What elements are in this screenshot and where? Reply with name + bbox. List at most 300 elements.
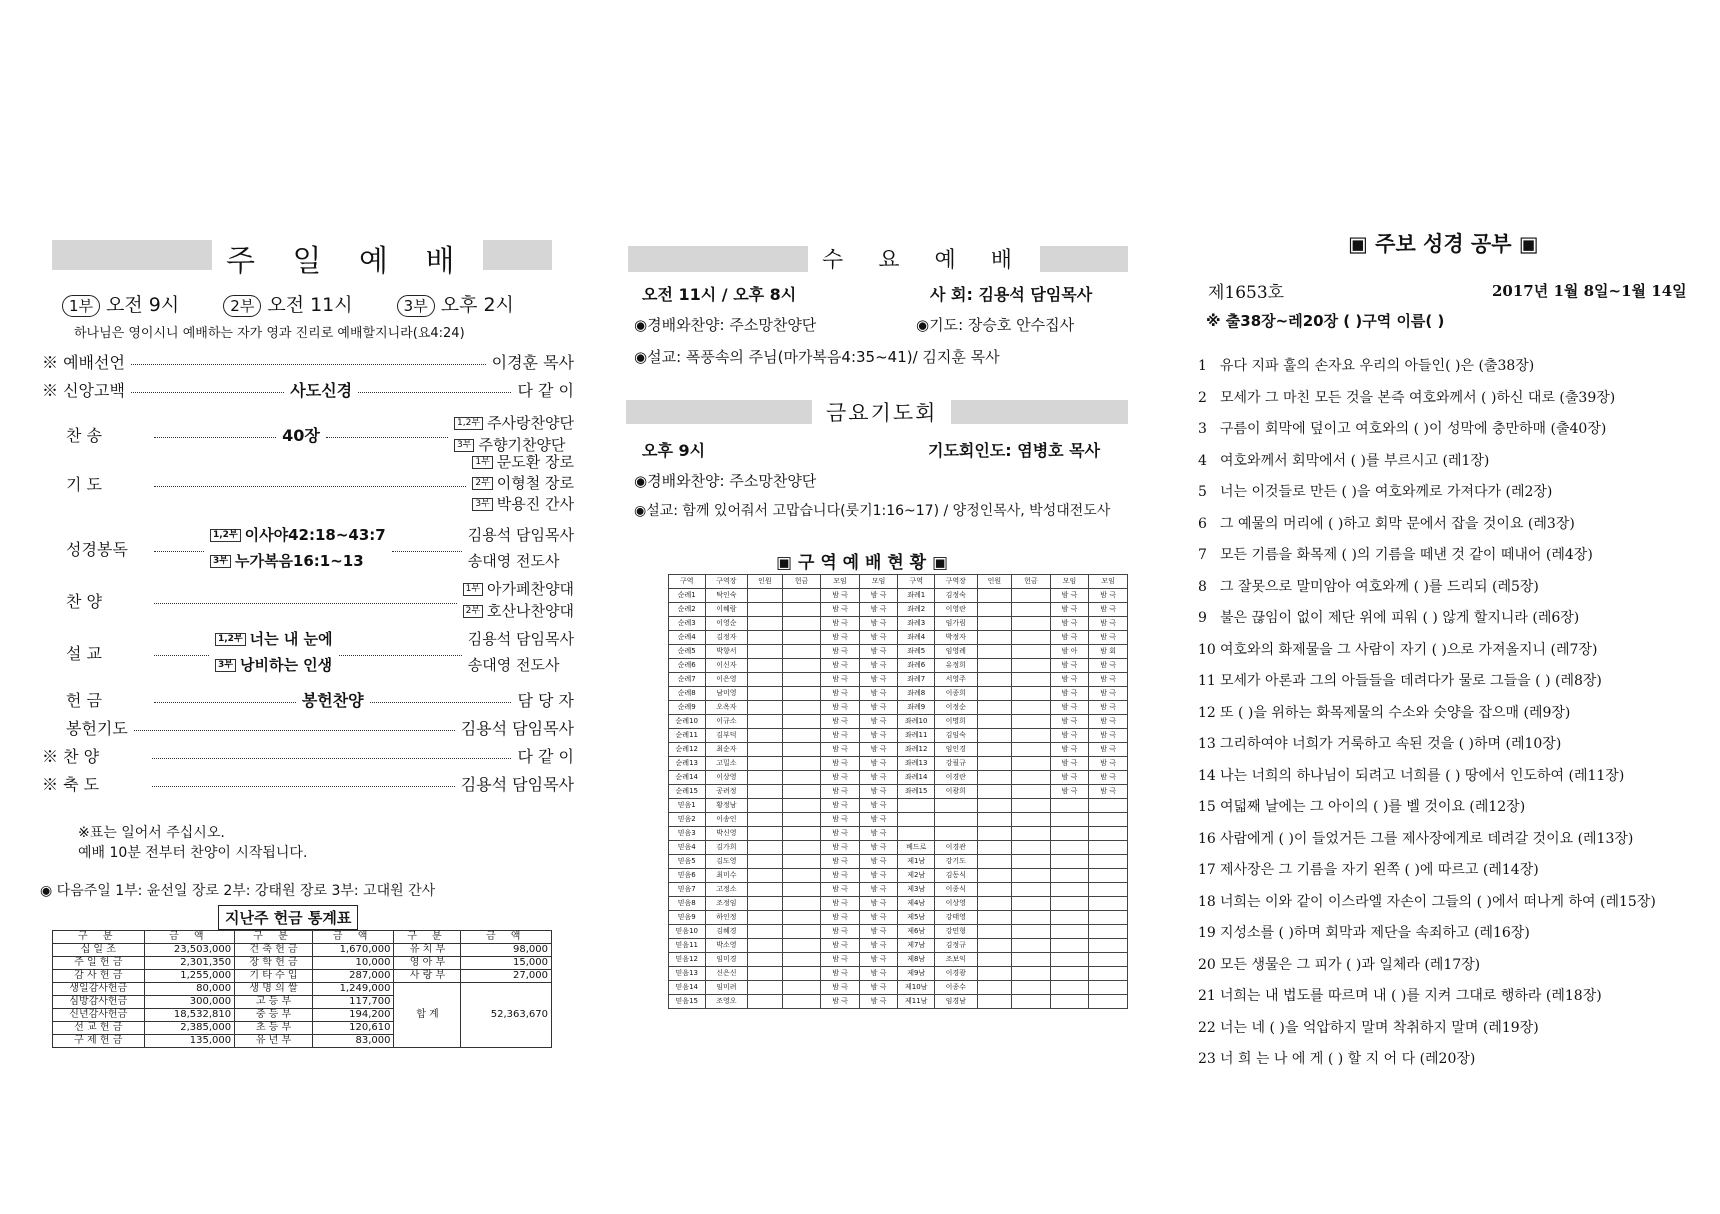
wednesday-title-bar [628,246,1128,272]
district-cell: 밤 극 [821,771,860,785]
offering-category: 유 년 부 [235,1035,313,1048]
district-cell: 좌례7 [898,673,935,687]
district-cell: 밤 극 [859,827,898,841]
district-cell: 밤 극 [821,995,860,1009]
district-cell [1050,939,1089,953]
district-cell [977,967,1012,981]
district-cell [977,799,1012,813]
district-cell: 밤 극 [821,673,860,687]
district-cell: 믿음7 [669,883,706,897]
district-cell [1089,981,1128,995]
order-anthem: 찬 양 1부 아가페찬양대 2부 호산나찬양대 [66,580,574,620]
offering-category: 생일감사헌금 [53,983,145,996]
district-cell: 이송인 [705,813,748,827]
district-cell [1012,617,1051,631]
question-text: 여호와께서 회막에서 ( )를 부르시고 (레1장) [1220,452,1490,469]
offering-category: 신년감사헌금 [53,1009,145,1022]
district-cell [748,967,783,981]
offering-category: 영 아 부 [394,957,461,970]
question-text: 그리하여야 너희가 거룩하고 속된 것을 ( )하며 (레10장) [1220,736,1562,752]
question-number: 23 [1198,1051,1216,1067]
district-cell [748,925,783,939]
district-cell: 밤 극 [1050,729,1089,743]
district-cell [1050,897,1089,911]
district-cell [748,953,783,967]
district-cell: 밤 극 [1089,659,1128,673]
district-cell: 밤 극 [859,589,898,603]
district-cell: 밤 극 [1050,631,1089,645]
question-number: 19 [1198,925,1216,941]
district-cell: 믿음4 [669,841,706,855]
district-cell: 순례15 [669,785,706,799]
district-row [669,659,1128,673]
district-cell: 제9남 [898,967,935,981]
question-number: 9 [1198,610,1207,626]
district-cell [748,785,783,799]
question-number: 4 [1198,452,1207,469]
district-cell: 밤 극 [821,743,860,757]
district-cell [977,631,1012,645]
offering-category: 사 랑 부 [394,970,461,983]
district-cell: 제7남 [898,939,935,953]
offering-amount: 300,000 [144,996,235,1009]
district-cell [782,939,821,953]
study-question [1198,1017,1539,1037]
district-cell: 밤 극 [1089,603,1128,617]
study-question [1198,828,1633,848]
district-cell: 믿음3 [669,827,706,841]
district-cell [748,855,783,869]
district-cell: 밤 극 [821,799,860,813]
question-number: 5 [1198,484,1207,500]
question-number: 14 [1198,767,1216,784]
district-cell [782,995,821,1009]
district-cell [782,757,821,771]
district-cell: 밤 극 [1050,771,1089,785]
district-cell [977,589,1012,603]
district-cell: 좌례9 [898,701,935,715]
district-cell: 강기도 [934,855,977,869]
order-scripture: 성경봉독 1,2부 이사야42:18~43:7 3부 누가복음16:1~13 김용석 담임목사 송대영 전도사 [66,522,574,574]
service-3: 3부 오후 2시 [397,294,514,316]
district-cell: 밤 극 [821,953,860,967]
district-cell [977,617,1012,631]
district-cell: 김임숙 [934,729,977,743]
district-cell [1050,799,1089,813]
district-cell [1089,911,1128,925]
district-cell [782,771,821,785]
district-cell [1050,981,1089,995]
district-cell: 이규소 [705,715,748,729]
district-row [669,645,1128,659]
district-cell [1012,953,1051,967]
district-cell: 탁인숙 [705,589,748,603]
district-cell [1012,897,1051,911]
district-cell [934,827,977,841]
district-header-cell: 구역 [898,575,935,589]
district-cell: 밤 극 [859,603,898,617]
district-cell: 고정소 [705,883,748,897]
district-cell: 좌례10 [898,715,935,729]
question-text: 너는 네 ( )을 억압하지 말며 착취하지 말며 (레19장) [1220,1019,1539,1036]
district-cell [977,897,1012,911]
district-cell [1012,687,1051,701]
district-cell [748,673,783,687]
district-cell [748,687,783,701]
district-cell [1050,953,1089,967]
district-cell: 밤 극 [859,687,898,701]
district-cell [1089,855,1128,869]
district-cell: 좌례14 [898,771,935,785]
district-table-body [669,589,1128,1009]
offering-total: 52,363,670 [461,983,552,1048]
study-dates: 2017년 1월 8일~1월 14일 [1492,282,1687,300]
district-cell: 믿음1 [669,799,706,813]
district-cell [1012,645,1051,659]
offering-row [53,957,552,970]
district-cell: 제5남 [898,911,935,925]
district-cell [748,589,783,603]
district-cell [1050,869,1089,883]
district-cell [934,813,977,827]
question-number: 18 [1198,893,1216,910]
district-cell [1089,953,1128,967]
question-text: 불은 끊임이 없이 제단 위에 피워 ( ) 않게 할지니라 (레6장) [1220,610,1580,626]
district-cell: 밤 극 [1089,757,1128,771]
offering-row [53,944,552,957]
district-cell [977,981,1012,995]
district-cell: 밤 극 [821,701,860,715]
district-cell: 밤 극 [859,813,898,827]
district-cell: 임영례 [934,645,977,659]
district-cell: 이상영 [705,771,748,785]
offering-amount: 80,000 [144,983,235,996]
district-cell [1050,883,1089,897]
district-cell: 밤 극 [859,701,898,715]
district-cell [1089,897,1128,911]
district-cell: 밤 극 [859,939,898,953]
district-title: ▣ 구 역 예 배 현 황 ▣ [776,553,949,573]
district-cell: 순례7 [669,673,706,687]
friday-title-bar [626,400,1128,424]
district-cell: 제11남 [898,995,935,1009]
wednesday-host: 사 회: 김용석 담임목사 [930,285,1093,304]
sunday-title-bar [52,240,552,279]
order-offer-prayer: 봉헌기도 김용석 담임목사 [66,719,574,738]
district-cell [1012,869,1051,883]
district-cell [782,617,821,631]
district-cell [1050,967,1089,981]
district-cell: 오옥자 [705,701,748,715]
district-cell: 순례4 [669,631,706,645]
service-2: 2부 오전 11시 [223,294,352,316]
district-row [669,995,1128,1009]
district-cell: 좌례11 [898,729,935,743]
district-cell [1050,813,1089,827]
district-cell: 순례14 [669,771,706,785]
question-number: 7 [1198,547,1207,563]
district-cell: 좌례13 [898,757,935,771]
district-cell [782,785,821,799]
question-text: 여호와의 화제물을 그 사람이 자기 ( )으로 가져올지니 (레7장) [1220,641,1598,658]
district-cell [977,673,1012,687]
district-cell [748,827,783,841]
district-cell: 밤 극 [859,981,898,995]
district-cell [1089,967,1128,981]
district-cell [898,813,935,827]
offering-amount: 2,385,000 [144,1022,235,1035]
service-times [62,290,514,317]
district-cell [782,701,821,715]
district-cell [748,883,783,897]
stand-note: ※표는 일어서 주십시오. [78,825,225,841]
district-cell: 순례12 [669,743,706,757]
district-cell: 이광희 [934,785,977,799]
district-cell [934,799,977,813]
district-cell: 밤 극 [821,687,860,701]
district-row [669,589,1128,603]
district-cell [977,785,1012,799]
district-cell [748,757,783,771]
district-cell [748,995,783,1009]
district-cell: 밤 극 [1050,757,1089,771]
district-cell [1012,589,1051,603]
question-text: 유다 지파 훌의 손자요 우리의 아들인( )은 (출38장) [1220,358,1535,374]
district-cell: 순례5 [669,645,706,659]
district-cell [977,939,1012,953]
district-cell: 임경남 [934,995,977,1009]
offering-total-label: 합 계 [394,983,461,1048]
order-praise: ※ 찬 양 다 같 이 [42,747,574,766]
district-cell: 이경관 [934,841,977,855]
offering-amount: 1,249,000 [312,983,394,996]
district-cell: 밤 극 [859,729,898,743]
district-cell: 밤 극 [1089,743,1128,757]
district-cell [1012,785,1051,799]
district-cell: 밤 극 [1050,743,1089,757]
study-question [1198,387,1615,407]
district-cell: 순례13 [669,757,706,771]
district-cell: 믿음5 [669,855,706,869]
district-cell [1089,995,1128,1009]
district-cell [1012,701,1051,715]
district-cell [1012,757,1051,771]
question-text: 너 희 는 나 에 게 ( ) 할 지 어 다 (레20장) [1220,1051,1476,1067]
district-cell: 제3남 [898,883,935,897]
district-cell [782,869,821,883]
district-cell [1089,939,1128,953]
district-row [669,687,1128,701]
district-cell: 제2남 [898,869,935,883]
order-prayer: 기 도 1부 문도환 장로 2부 이형철 장로 3부 박용진 간사 [66,453,574,513]
district-cell: 공려정 [705,785,748,799]
offering-amount: 1,255,000 [144,970,235,983]
question-text: 그 예물의 머리에 ( )하고 회막 문에서 잡을 것이요 (레3장) [1220,515,1575,532]
district-header-cell: 구역 [669,575,706,589]
sermon-titles: 1,2부 너는 내 눈에 3부 낭비하는 인생 [215,626,333,678]
district-cell: 밤 극 [1089,617,1128,631]
district-header-cell: 모임 [1089,575,1128,589]
district-row [669,911,1128,925]
offering-category: 초 등 부 [235,1022,313,1035]
question-number: 21 [1198,988,1216,1004]
district-cell: 순례8 [669,687,706,701]
district-cell: 밤 극 [821,617,860,631]
district-cell: 밤 극 [859,911,898,925]
district-cell [977,925,1012,939]
district-cell: 믿음15 [669,995,706,1009]
district-header-cell: 헌금 [782,575,821,589]
district-cell: 밤 극 [821,645,860,659]
question-number: 11 [1198,673,1216,689]
offering-amount: 27,000 [461,970,552,983]
district-cell: 좌례4 [898,631,935,645]
study-question [1198,450,1489,470]
offering-category: 감 사 헌 금 [53,970,145,983]
district-cell: 밤 극 [859,995,898,1009]
district-cell [1012,715,1051,729]
study-question [1198,796,1525,816]
district-cell [748,869,783,883]
friday-sermon: ◉설교: 함께 있어줘서 고맙습니다(룻기1:16~17) / 양정인목사, 박성대전도사 [634,503,1111,519]
district-cell: 밤 극 [859,757,898,771]
district-cell [748,771,783,785]
district-cell [977,911,1012,925]
question-text: 제사장은 그 기름을 자기 왼쪽 ( )에 따르고 (레14장) [1220,862,1539,878]
district-cell: 밤 극 [1050,701,1089,715]
scripture-readers: 김용석 담임목사 송대영 전도사 [467,526,574,570]
district-cell [782,743,821,757]
friday-title: 금요기도회 [812,397,951,427]
district-header-row [669,575,1128,589]
district-cell: 이종희 [934,687,977,701]
district-cell: 제8남 [898,953,935,967]
offering-amount: 135,000 [144,1035,235,1048]
district-cell [782,911,821,925]
district-cell [782,659,821,673]
offering-amount: 18,532,810 [144,1009,235,1022]
question-number: 16 [1198,830,1216,847]
offering-amount: 120,610 [312,1022,394,1035]
district-header-cell: 모임 [1050,575,1089,589]
district-cell [977,827,1012,841]
district-cell: 믿음11 [669,939,706,953]
district-header-cell: 모임 [859,575,898,589]
district-cell: 밤 극 [821,855,860,869]
district-cell [1089,827,1128,841]
district-cell: 밤 극 [1050,589,1089,603]
district-cell [1050,995,1089,1009]
order-hymn: 찬 송 40장 1,2부 주사랑찬양단 3부 주향기찬양단 [66,414,575,454]
district-row [669,785,1128,799]
study-question [1198,922,1530,942]
district-cell: 이영란 [934,603,977,617]
district-row [669,631,1128,645]
district-cell: 순례6 [669,659,706,673]
district-cell [782,799,821,813]
district-cell: 조보익 [934,953,977,967]
district-cell [782,953,821,967]
district-cell: 밤 극 [1089,631,1128,645]
district-cell: 밤 극 [821,897,860,911]
district-cell: 밤 극 [821,883,860,897]
district-cell: 이경광 [934,967,977,981]
district-cell: 믿음12 [669,953,706,967]
district-cell: 밤 극 [821,715,860,729]
district-cell [977,995,1012,1009]
study-title: ▣ 주보 성경 공부 ▣ [1348,232,1539,256]
district-cell [782,645,821,659]
district-cell: 밤 극 [1050,715,1089,729]
district-cell: 밤 아 [1050,645,1089,659]
question-text: 지성소를 ( )하며 회막과 제단을 속죄하고 (레16장) [1220,925,1530,941]
district-cell: 밤 극 [859,631,898,645]
district-cell: 임미경 [705,953,748,967]
question-number: 6 [1198,515,1207,532]
district-cell: 제10남 [898,981,935,995]
sermon-preachers: 김용석 담임목사 송대영 전도사 [467,630,574,674]
district-row [669,897,1128,911]
district-row [669,799,1128,813]
district-cell [782,813,821,827]
district-cell: 밤 극 [821,939,860,953]
praise-note: 예배 10분 전부터 찬양이 시작됩니다. [78,845,308,861]
district-cell: 밤 극 [821,757,860,771]
district-cell [977,603,1012,617]
anthem-choirs: 1부 아가페찬양대 2부 호산나찬양대 [463,578,574,622]
study-question [1198,891,1656,911]
district-cell [977,771,1012,785]
district-cell: 강필규 [934,757,977,771]
district-cell [782,673,821,687]
question-number: 15 [1198,799,1216,815]
question-number: 17 [1198,862,1216,878]
study-question [1198,765,1624,785]
district-cell: 밤 극 [821,911,860,925]
district-cell: 믿음10 [669,925,706,939]
theme-verse: 하나님은 영이시니 예배하는 자가 영과 진리로 예배할지니라(요4:24) [74,326,465,341]
district-cell: 밤 극 [821,967,860,981]
district-row [669,813,1128,827]
question-number: 3 [1198,421,1207,437]
district-cell: 밤 극 [821,841,860,855]
study-question [1198,355,1534,375]
district-cell: 남미영 [705,687,748,701]
district-cell [977,729,1012,743]
district-row [669,841,1128,855]
wednesday-prayer: ◉기도: 장승호 안수집사 [916,316,1075,334]
district-cell: 밤 회 [1089,645,1128,659]
offering-table-title: 지난주 헌금 통계표 [218,905,358,930]
district-cell [748,617,783,631]
question-text: 너희는 내 법도를 따르며 내 ( )를 지켜 그대로 행하라 (레18장) [1220,988,1602,1004]
district-cell: 밤 극 [821,729,860,743]
district-cell: 좌례6 [898,659,935,673]
district-cell: 순례11 [669,729,706,743]
district-cell [782,981,821,995]
district-cell [748,715,783,729]
question-text: 너는 이것들로 만든 ( )을 여호와께로 가져다가 (레2장) [1220,484,1553,500]
offering-category: 건 축 헌 금 [235,944,313,957]
district-cell: 믿음8 [669,897,706,911]
hymn-choirs: 1,2부 주사랑찬양단 3부 주향기찬양단 [454,412,574,456]
district-cell [977,645,1012,659]
district-cell [748,729,783,743]
district-cell: 김동식 [934,869,977,883]
district-row [669,953,1128,967]
district-cell: 밤 극 [1089,701,1128,715]
district-cell [782,729,821,743]
